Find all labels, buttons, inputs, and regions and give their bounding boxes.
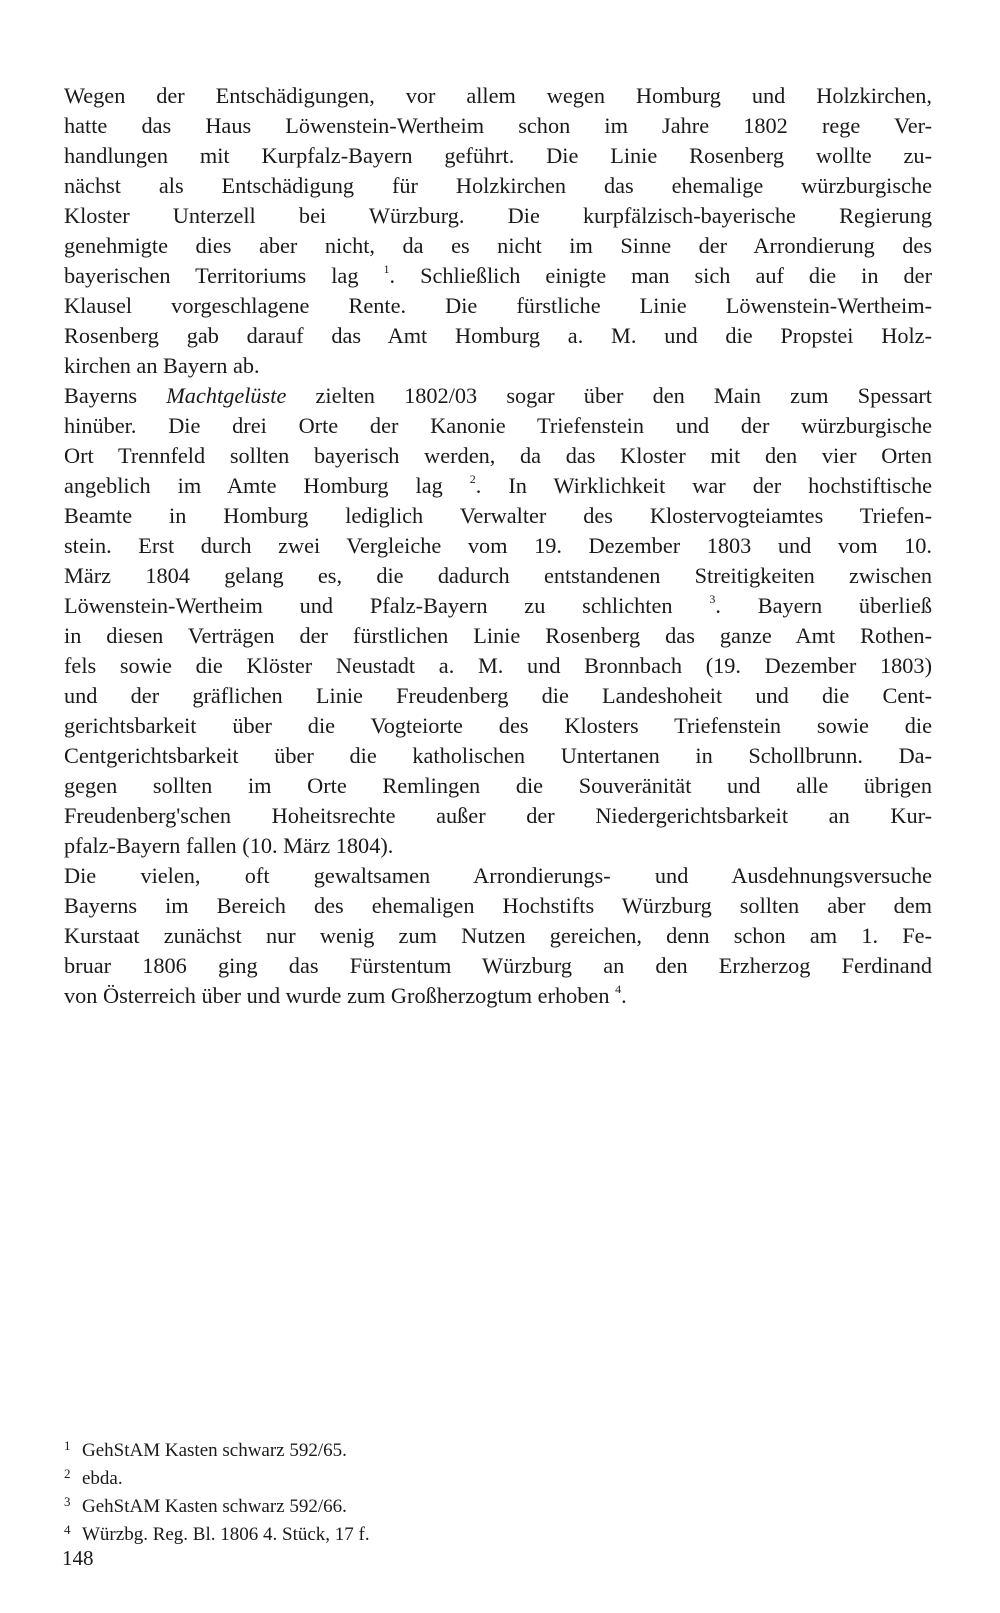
text-line bbox=[64, 171, 932, 201]
footnote-text: GehStAM Kasten schwarz 592/65. bbox=[82, 1440, 347, 1461]
footnote-number: 3 bbox=[64, 1494, 71, 1509]
footnote-ref: 2 bbox=[469, 472, 476, 486]
text-line bbox=[64, 381, 932, 411]
text-segment: März 1804 gelang es, die dadurch entstandenen Streitigkeiten zwischen bbox=[64, 563, 932, 588]
text-segment: hatte das Haus Löwenstein-Wertheim schon im Jahre 1802 rege Ver- bbox=[64, 113, 932, 138]
text-segment: Freudenberg'schen Hoheitsrechte außer der Niedergerichtsbarkeit an Kur- bbox=[64, 803, 932, 828]
text-line bbox=[64, 201, 932, 231]
body-text bbox=[64, 81, 932, 1011]
text-line bbox=[64, 951, 932, 981]
text-segment: und der gräflichen Linie Freudenberg die Landeshoheit und die Cent- bbox=[64, 683, 932, 708]
text-segment: Rosenberg gab darauf das Amt Homburg a. M. und die Propstei Holz- bbox=[64, 323, 932, 348]
text-segment: Ort Trennfeld sollten bayerisch werden, da das Kloster mit den vier Orten bbox=[64, 443, 932, 468]
footnote-ref: 4 bbox=[615, 982, 622, 996]
text-line bbox=[64, 111, 932, 141]
text-segment: . bbox=[621, 983, 627, 1008]
page-number: 148 bbox=[62, 1546, 94, 1570]
text-line bbox=[64, 651, 932, 681]
text-line bbox=[64, 891, 932, 921]
text-line bbox=[64, 861, 932, 891]
text-segment: Kloster Unterzell bei Würzburg. Die kurpfälzisch-bayerische Regierung bbox=[64, 203, 932, 228]
text-line bbox=[64, 741, 932, 771]
text-segment: Beamte in Homburg lediglich Verwalter des Klostervogteiamtes Triefen- bbox=[64, 503, 932, 528]
text-line bbox=[64, 351, 932, 381]
text-segment: Bayerns im Bereich des ehemaligen Hochstifts Würzburg sollten aber dem bbox=[64, 893, 932, 918]
text-line bbox=[64, 531, 932, 561]
text-segment: angeblich im Amte Homburg lag bbox=[64, 473, 470, 498]
text-line bbox=[64, 321, 932, 351]
text-line bbox=[64, 501, 932, 531]
text-line bbox=[64, 591, 932, 621]
text-line bbox=[64, 231, 932, 261]
footnote bbox=[64, 1434, 664, 1462]
text-line bbox=[64, 681, 932, 711]
text-segment: Löwenstein-Wertheim und Pfalz-Bayern zu schlichten bbox=[64, 593, 710, 618]
text-segment: zielten 1802/03 sogar über den Main zum Spessart bbox=[286, 383, 933, 408]
text-segment: pfalz-Bayern fallen (10. März 1804). bbox=[64, 833, 394, 858]
text-segment: fels sowie die Klöster Neustadt a. M. und Bronnbach (19. Dezember 1803) bbox=[64, 653, 932, 678]
footnote-text: Würzbg. Reg. Bl. 1806 4. Stück, 17 f. bbox=[82, 1524, 370, 1545]
paragraph bbox=[64, 861, 932, 1011]
text-segment: handlungen mit Kurpfalz-Bayern geführt. Die Linie Rosenberg wollte zu- bbox=[64, 143, 932, 168]
footnote bbox=[64, 1462, 664, 1490]
footnotes bbox=[64, 1434, 664, 1546]
footnote-text: GehStAM Kasten schwarz 592/66. bbox=[82, 1496, 347, 1517]
text-line bbox=[64, 261, 932, 291]
text-line bbox=[64, 831, 932, 861]
footnote bbox=[64, 1518, 664, 1546]
text-segment: Kurstaat zunächst nur wenig zum Nutzen gereichen, denn schon am 1. Fe- bbox=[64, 923, 932, 948]
text-line bbox=[64, 81, 932, 111]
text-segment: Wegen der Entschädigungen, vor allem wegen Homburg und Holzkirchen, bbox=[64, 83, 932, 108]
text-line bbox=[64, 471, 932, 501]
text-line bbox=[64, 711, 932, 741]
paragraph bbox=[64, 81, 932, 381]
text-line bbox=[64, 141, 932, 171]
footnote bbox=[64, 1490, 664, 1518]
text-line bbox=[64, 801, 932, 831]
footnote-number: 4 bbox=[64, 1522, 71, 1537]
text-segment: in diesen Verträgen der fürstlichen Linie Rosenberg das ganze Amt Rothen- bbox=[64, 623, 932, 648]
footnote-number: 2 bbox=[64, 1466, 71, 1481]
text-segment: hinüber. Die drei Orte der Kanonie Triefenstein und der würzburgische bbox=[64, 413, 932, 438]
text-line bbox=[64, 441, 932, 471]
text-segment: bayerischen Territoriums lag bbox=[64, 263, 384, 288]
text-segment: gerichtsbarkeit über die Vogteiorte des Klosters Triefenstein sowie die bbox=[64, 713, 932, 738]
text-segment: genehmigte dies aber nicht, da es nicht im Sinne der Arrondierung des bbox=[64, 233, 932, 258]
text-line bbox=[64, 411, 932, 441]
text-line bbox=[64, 921, 932, 951]
text-segment: von Österreich über und wurde zum Großherzogtum erhoben bbox=[64, 983, 616, 1008]
text-segment: . Bayern überließ bbox=[715, 593, 932, 618]
footnote-ref: 3 bbox=[709, 592, 716, 606]
text-line bbox=[64, 291, 932, 321]
footnote-text: ebda. bbox=[82, 1468, 123, 1489]
text-segment: . In Wirklichkeit war der hochstiftische bbox=[475, 473, 932, 498]
text-line bbox=[64, 561, 932, 591]
text-segment: gegen sollten im Orte Remlingen die Souveränität und alle übrigen bbox=[64, 773, 932, 798]
text-segment: Centgerichtsbarkeit über die katholischen Untertanen in Schollbrunn. Da- bbox=[64, 743, 932, 768]
footnote-number: 1 bbox=[64, 1438, 71, 1453]
paragraph bbox=[64, 381, 932, 861]
text-segment: Bayerns bbox=[64, 383, 167, 408]
text-segment: Die vielen, oft gewaltsamen Arrondierungs- und Ausdehnungsversuche bbox=[64, 863, 932, 888]
text-segment: Klausel vorgeschlagene Rente. Die fürstliche Linie Löwenstein-Wertheim- bbox=[64, 293, 932, 318]
footnote-ref: 1 bbox=[383, 262, 390, 276]
text-segment: stein. Erst durch zwei Vergleiche vom 19. Dezember 1803 und vom 10. bbox=[64, 533, 932, 558]
text-line bbox=[64, 621, 932, 651]
text-segment: . Schließlich einigte man sich auf die in der bbox=[389, 263, 933, 288]
text-segment: bruar 1806 ging das Fürstentum Würzburg an den Erzherzog Ferdinand bbox=[64, 953, 932, 978]
text-line bbox=[64, 771, 932, 801]
text-segment: nächst als Entschädigung für Holzkirchen das ehemalige würzburgische bbox=[64, 173, 932, 198]
text-segment: kirchen an Bayern ab. bbox=[64, 353, 260, 378]
text-line bbox=[64, 981, 932, 1011]
emphasis-text: Machtgelüste bbox=[166, 383, 287, 408]
